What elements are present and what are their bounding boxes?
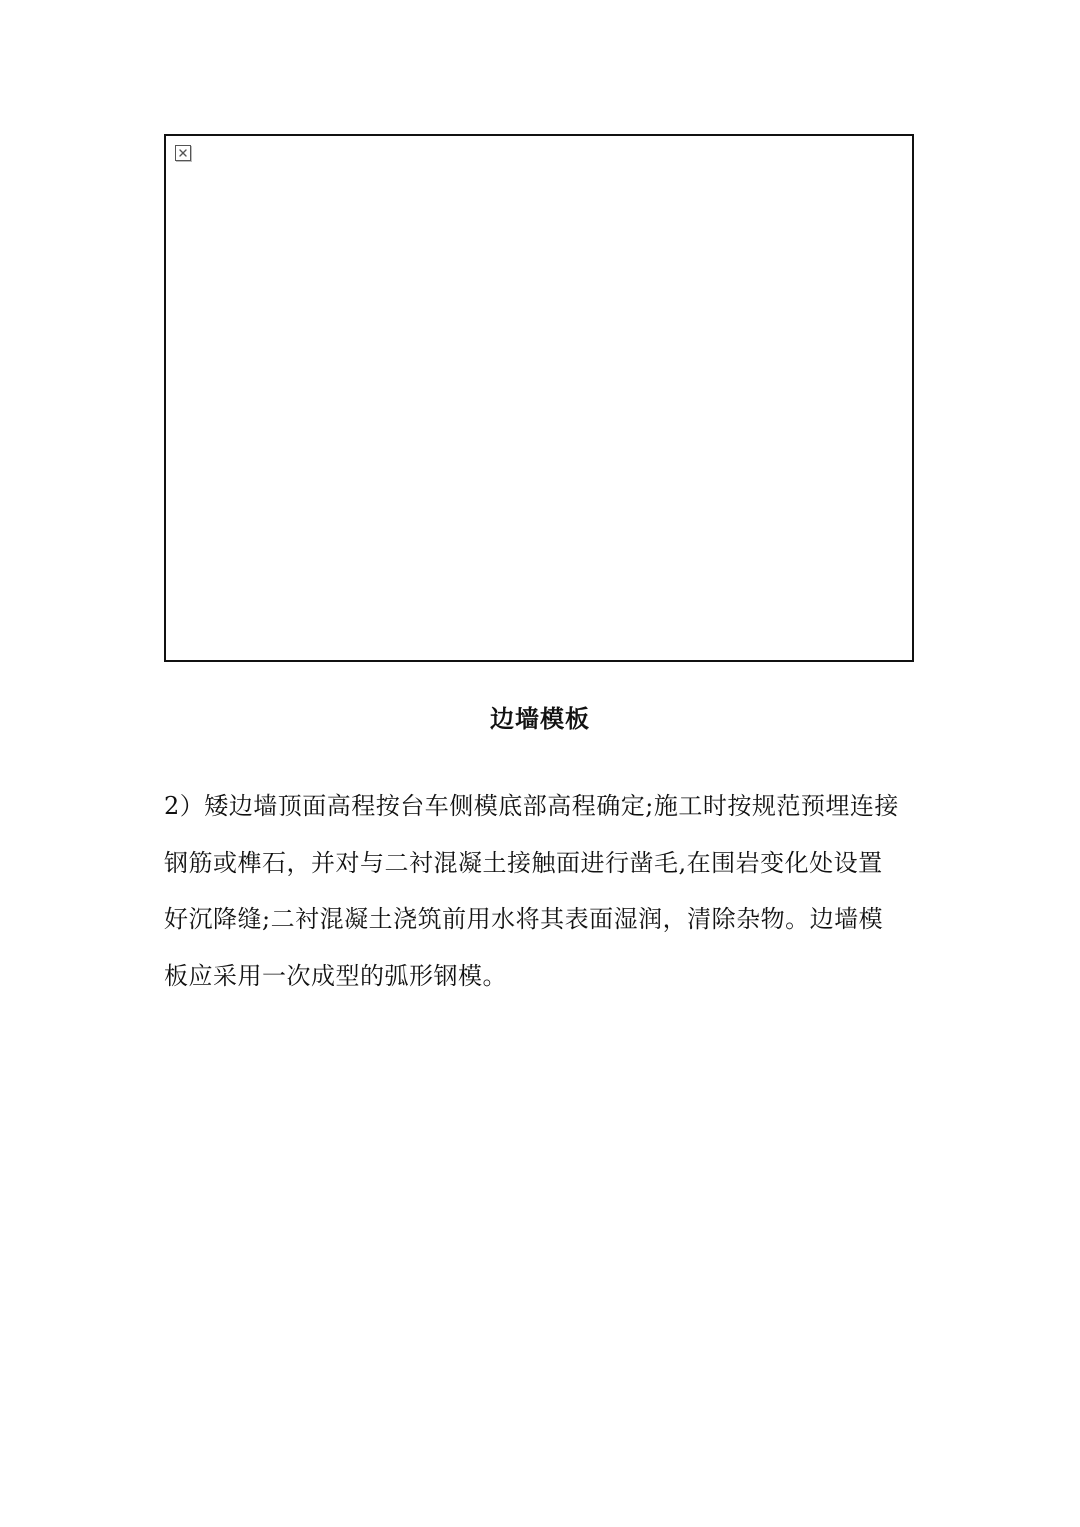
figure-caption: 边墙模板 (490, 705, 590, 733)
paragraph-line-3: 好沉降缝;二衬混凝土浇筑前用水将其表面湿润，清除杂物。边墙模 (164, 905, 884, 933)
broken-image-icon (175, 145, 191, 161)
paragraph-line-1: 2）矮边墙顶面高程按台车侧模底部高程确定;施工时按规范预埋连接 (164, 792, 899, 820)
paragraph-line-4: 板应采用一次成型的弧形钢模。 (164, 961, 507, 990)
body-paragraph (164, 778, 916, 1004)
paragraph-line-2: 钢筋或榫石，并对与二衬混凝土接触面进行凿毛,在围岩变化处设置 (164, 848, 883, 877)
figure-placeholder (164, 134, 914, 662)
